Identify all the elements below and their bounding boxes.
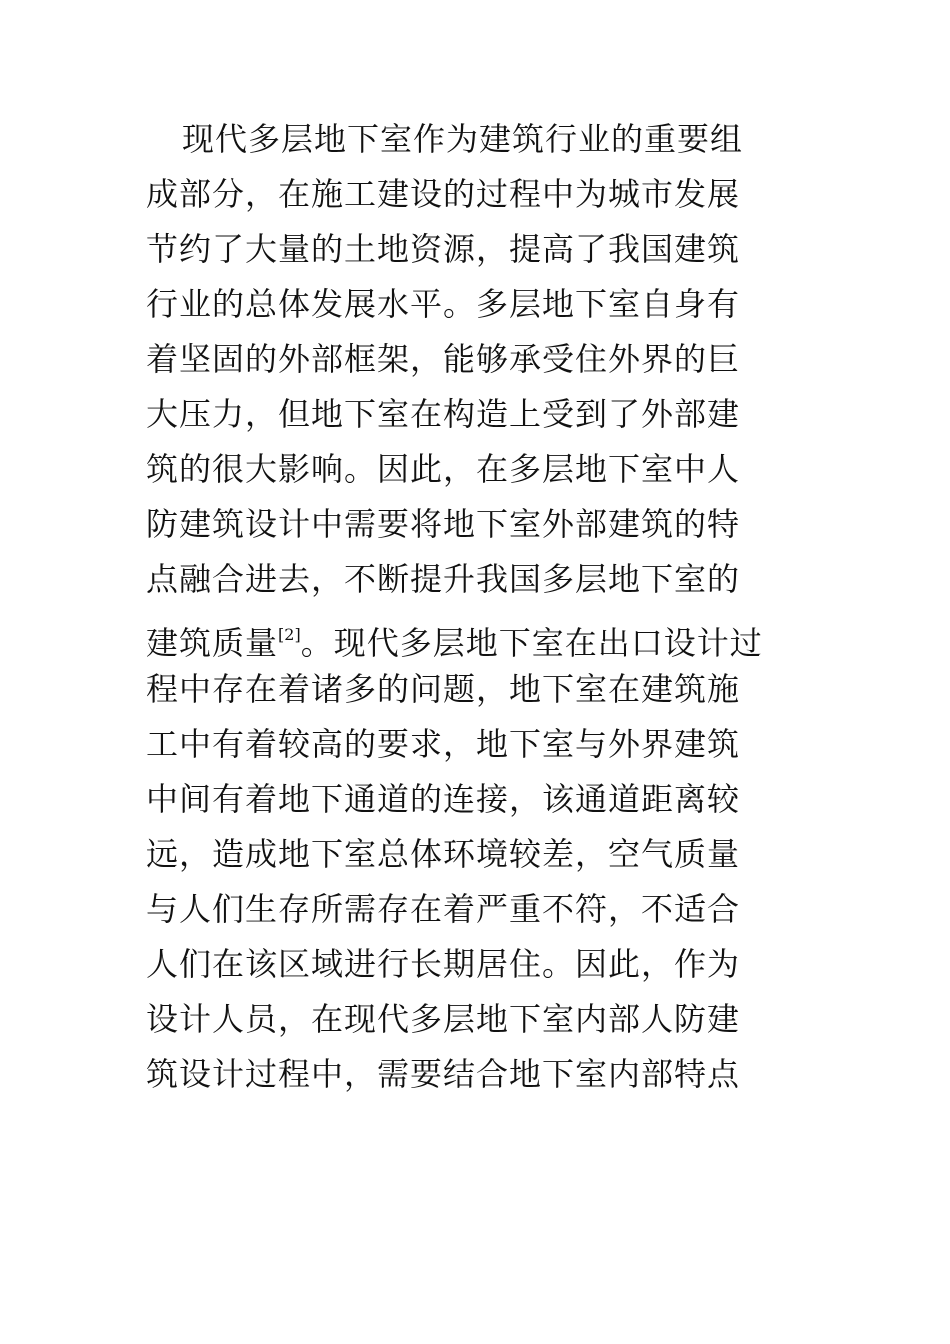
- body-paragraph: [146, 112, 826, 1102]
- text-line-11: 程中存在着诸多的问题，地下室在建筑施: [146, 670, 741, 708]
- text-line-3: 节约了大量的土地资源，提高了我国建筑: [146, 230, 741, 268]
- text-line-12: 工中有着较高的要求，地下室与外界建筑: [146, 725, 741, 763]
- text-line-16: 人们在该区域进行长期居住。因此，作为: [146, 945, 741, 983]
- text-line-10-tail: 。现代多层地下室在出口设计过: [300, 624, 763, 662]
- text-line-5: 着坚固的外部框架，能够承受住外界的巨: [146, 340, 741, 378]
- text-line-17: 设计人员，在现代多层地下室内部人防建: [146, 1000, 741, 1038]
- text-line-4: 行业的总体发展水平。多层地下室自身有: [146, 285, 741, 323]
- text-line-13: 中间有着地下通道的连接，该通道距离较: [146, 780, 741, 818]
- text-line-10-head: 建筑质量: [146, 624, 279, 662]
- text-line-18: 筑设计过程中，需要结合地下室内部特点: [146, 1055, 741, 1093]
- text-line-14: 远，造成地下室总体环境较差，空气质量: [146, 835, 741, 873]
- citation-marker: [2]: [278, 625, 301, 644]
- text-line-6: 大压力，但地下室在构造上受到了外部建: [146, 395, 741, 433]
- text-line-2: 成部分，在施工建设的过程中为城市发展: [146, 175, 741, 213]
- text-line-8: 防建筑设计中需要将地下室外部建筑的特: [146, 505, 741, 543]
- text-line-10: [146, 607, 826, 662]
- text-line-7: 筑的很大影响。因此，在多层地下室中人: [146, 450, 741, 488]
- text-line-1: 现代多层地下室作为建筑行业的重要组: [182, 120, 744, 158]
- text-line-15: 与人们生存所需存在着严重不符，不适合: [146, 890, 741, 928]
- text-line-9: 点融合进去，不断提升我国多层地下室的: [146, 560, 741, 598]
